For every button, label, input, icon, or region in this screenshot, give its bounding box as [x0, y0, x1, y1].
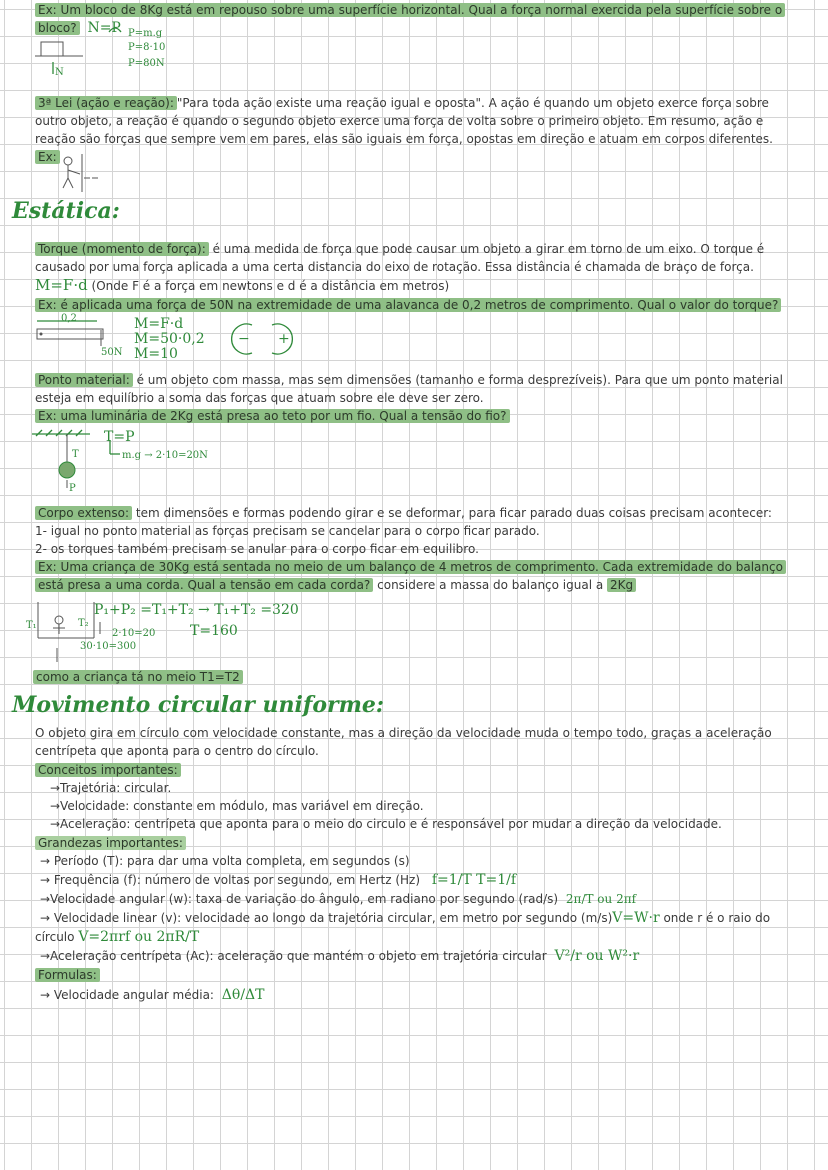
swing-t1: T₁ [26, 620, 37, 631]
swing-calc2: 30·10=300 [80, 641, 137, 652]
grandezas-title: Grandezas importantes: [35, 834, 186, 852]
vel-linear-formula2: V=2πrf ou 2πR/T [78, 929, 200, 945]
acel-item: →Aceleração centrípeta (Ac): aceleração que mantém o objeto em trajetória circular V²/r ou W²·r [40, 948, 640, 964]
m-fd: M=F·d [134, 316, 184, 332]
swing-t2: T₂ [78, 618, 89, 629]
conceitos-title: Conceitos importantes: [35, 761, 181, 779]
vel-media-formula: Δθ/ΔT [221, 987, 265, 1003]
mcu-line2: centrípeta que aponta para o centro do círculo. [35, 744, 319, 758]
n-label: N [55, 67, 64, 78]
lamp-calc: m.g → 2·10=20N [122, 450, 208, 461]
corpo-ex2: está presa a uma corda. Qual a tensão em cada corda? considere a massa do balanço igual a 2Kg [35, 576, 636, 594]
swing-calc1: 2·10=20 [112, 628, 156, 639]
corpo-line2: 1- igual no ponto material as forças precisam se cancelar para o corpo ficar parado. [35, 524, 540, 538]
p-mg: P=m.g [128, 28, 163, 39]
third-law-ex: Ex: [35, 148, 60, 166]
person-wall-diagram [58, 152, 108, 194]
p-result: P=80N [128, 58, 165, 69]
vel-angular-formula: 2π/T ou 2πf [565, 892, 637, 906]
torque-formula: M=F·d [35, 276, 88, 294]
conceito-item-3: →Aceleração: centrípeta que aponta para o meio do circulo e é responsável por mudar a direção da velocidade. [50, 817, 722, 831]
t-label: T [72, 449, 79, 460]
m-calc: M=50·0,2 [134, 331, 205, 347]
conceito-item-2: →Velocidade: constante em módulo, mas variável em direção. [50, 799, 424, 813]
torque-line2: causado por uma força aplicada a uma certa distancia do eixo de rotação. Essa distância é chamada de braço de força. [35, 260, 754, 274]
acel-formula: V²/r ou W²·r [554, 948, 640, 964]
formulas-title: Formulas: [35, 966, 100, 984]
n-eq-p: N=P [87, 20, 121, 36]
torque-ex: Ex: é aplicada uma força de 50N na extremidade de uma alavanca de 0,2 metros de comprimento. Qual o valor do torque? [35, 296, 781, 314]
lever-length: 0,2 [61, 313, 77, 324]
p-label: P [69, 483, 76, 494]
vel-linear-line2: círculo V=2πrf ou 2πR/T [35, 929, 200, 945]
ponto-ex: Ex: uma luminária de 2Kg está presa ao teto por um fio. Qual a tensão do fio? [35, 407, 510, 425]
ponto-line2: esteja em equilíbrio a soma das forças que atuam sobre ele deve ser zero. [35, 391, 484, 405]
ponto-line1: Ponto material: é um objeto com massa, mas sem dimensões (tamanho e forma desprezíveis). Para que um ponto material [35, 371, 783, 389]
normal-question: Ex: Um bloco de 8Kg está em repouso sobre uma superfície horizontal. Qual a força normal exercida pela superfície sobre o [35, 1, 785, 19]
swing-eq1: P₁+P₂ =T₁+T₂ → T₁+T₂ =320 [94, 602, 299, 618]
vel-media-item: → Velocidade angular média: Δθ/ΔT [40, 987, 265, 1003]
third-law-line3: reação são forças que sempre vem em pares, elas são iguais em força, opostas em direção e atuam em corpos diferentes. [35, 132, 773, 146]
frequencia-item: → Frequência (f): número de voltas por segundo, em Hertz (Hz) f=1/T T=1/f [40, 872, 517, 888]
corpo-line3: 2- os torques também precisam se anular para o corpo ficar em equilibro. [35, 542, 479, 556]
m-result: M=10 [134, 346, 178, 362]
torque-line1: Torque (momento de força): é uma medida de força que pode causar um objeto a girar em torno de um eixo. O torque é [35, 240, 764, 258]
vel-linear-item: → Velocidade linear (v): velocidade ao longo da trajetória circular, em metro por segundo (m/s)V=W·r onde r é o raio do [40, 910, 771, 926]
vel-angular-item: →Velocidade angular (w): taxa de variação do ângulo, em radiano por segundo (rad/s) 2π/T ou 2πf [40, 892, 637, 906]
swing-note: como a criança tá no meio T1=T2 [33, 668, 243, 686]
swing-eq2: T=160 [190, 623, 238, 639]
estatica-heading: Estática: [12, 198, 120, 224]
p-calc: P=8·10 [128, 42, 166, 53]
lever-force: 50N [101, 347, 123, 358]
third-law-line2: outro objeto, a reação é quando o segundo objeto exerce uma força de volta sobre o primeiro objeto. Em resumo, ação e [35, 114, 764, 128]
conceito-item-1: →Trajetória: circular. [50, 781, 172, 795]
third-law-line1: 3ª Lei (ação e reação): "Para toda ação existe uma reação igual e oposta". A ação é quando um objeto exerce força sobre [35, 94, 769, 112]
minus-sign: − [238, 331, 250, 347]
periodo-item: → Período (T): para dar uma volta completa, em segundos (s) [40, 854, 410, 868]
rotation-signs [222, 319, 302, 359]
mcu-heading: Movimento circular uniforme: [12, 692, 385, 718]
corpo-line1: Corpo extenso: tem dimensões e formas podendo girar e se deformar, para ficar parado duas coisas precisam acontecer: [35, 504, 772, 522]
freq-formula: f=1/T T=1/f [431, 872, 517, 888]
corpo-ex1: Ex: Uma criança de 30Kg está sentada no meio de um balanço de 4 metros de comprimento. Cada extremidade do balanço [35, 558, 786, 576]
plus-sign: + [278, 331, 290, 347]
t-eq-p: T=P [104, 429, 135, 445]
normal-question-2: bloco? N=P [35, 19, 121, 37]
torque-formula-line: M=F·d (Onde F é a força em newtons e d é a distância em metros) [35, 276, 450, 294]
vel-linear-formula: V=W·r [612, 910, 660, 926]
mcu-line1: O objeto gira em círculo com velocidade constante, mas a direção da velocidade muda o tempo todo, graças a aceleração [35, 726, 772, 740]
